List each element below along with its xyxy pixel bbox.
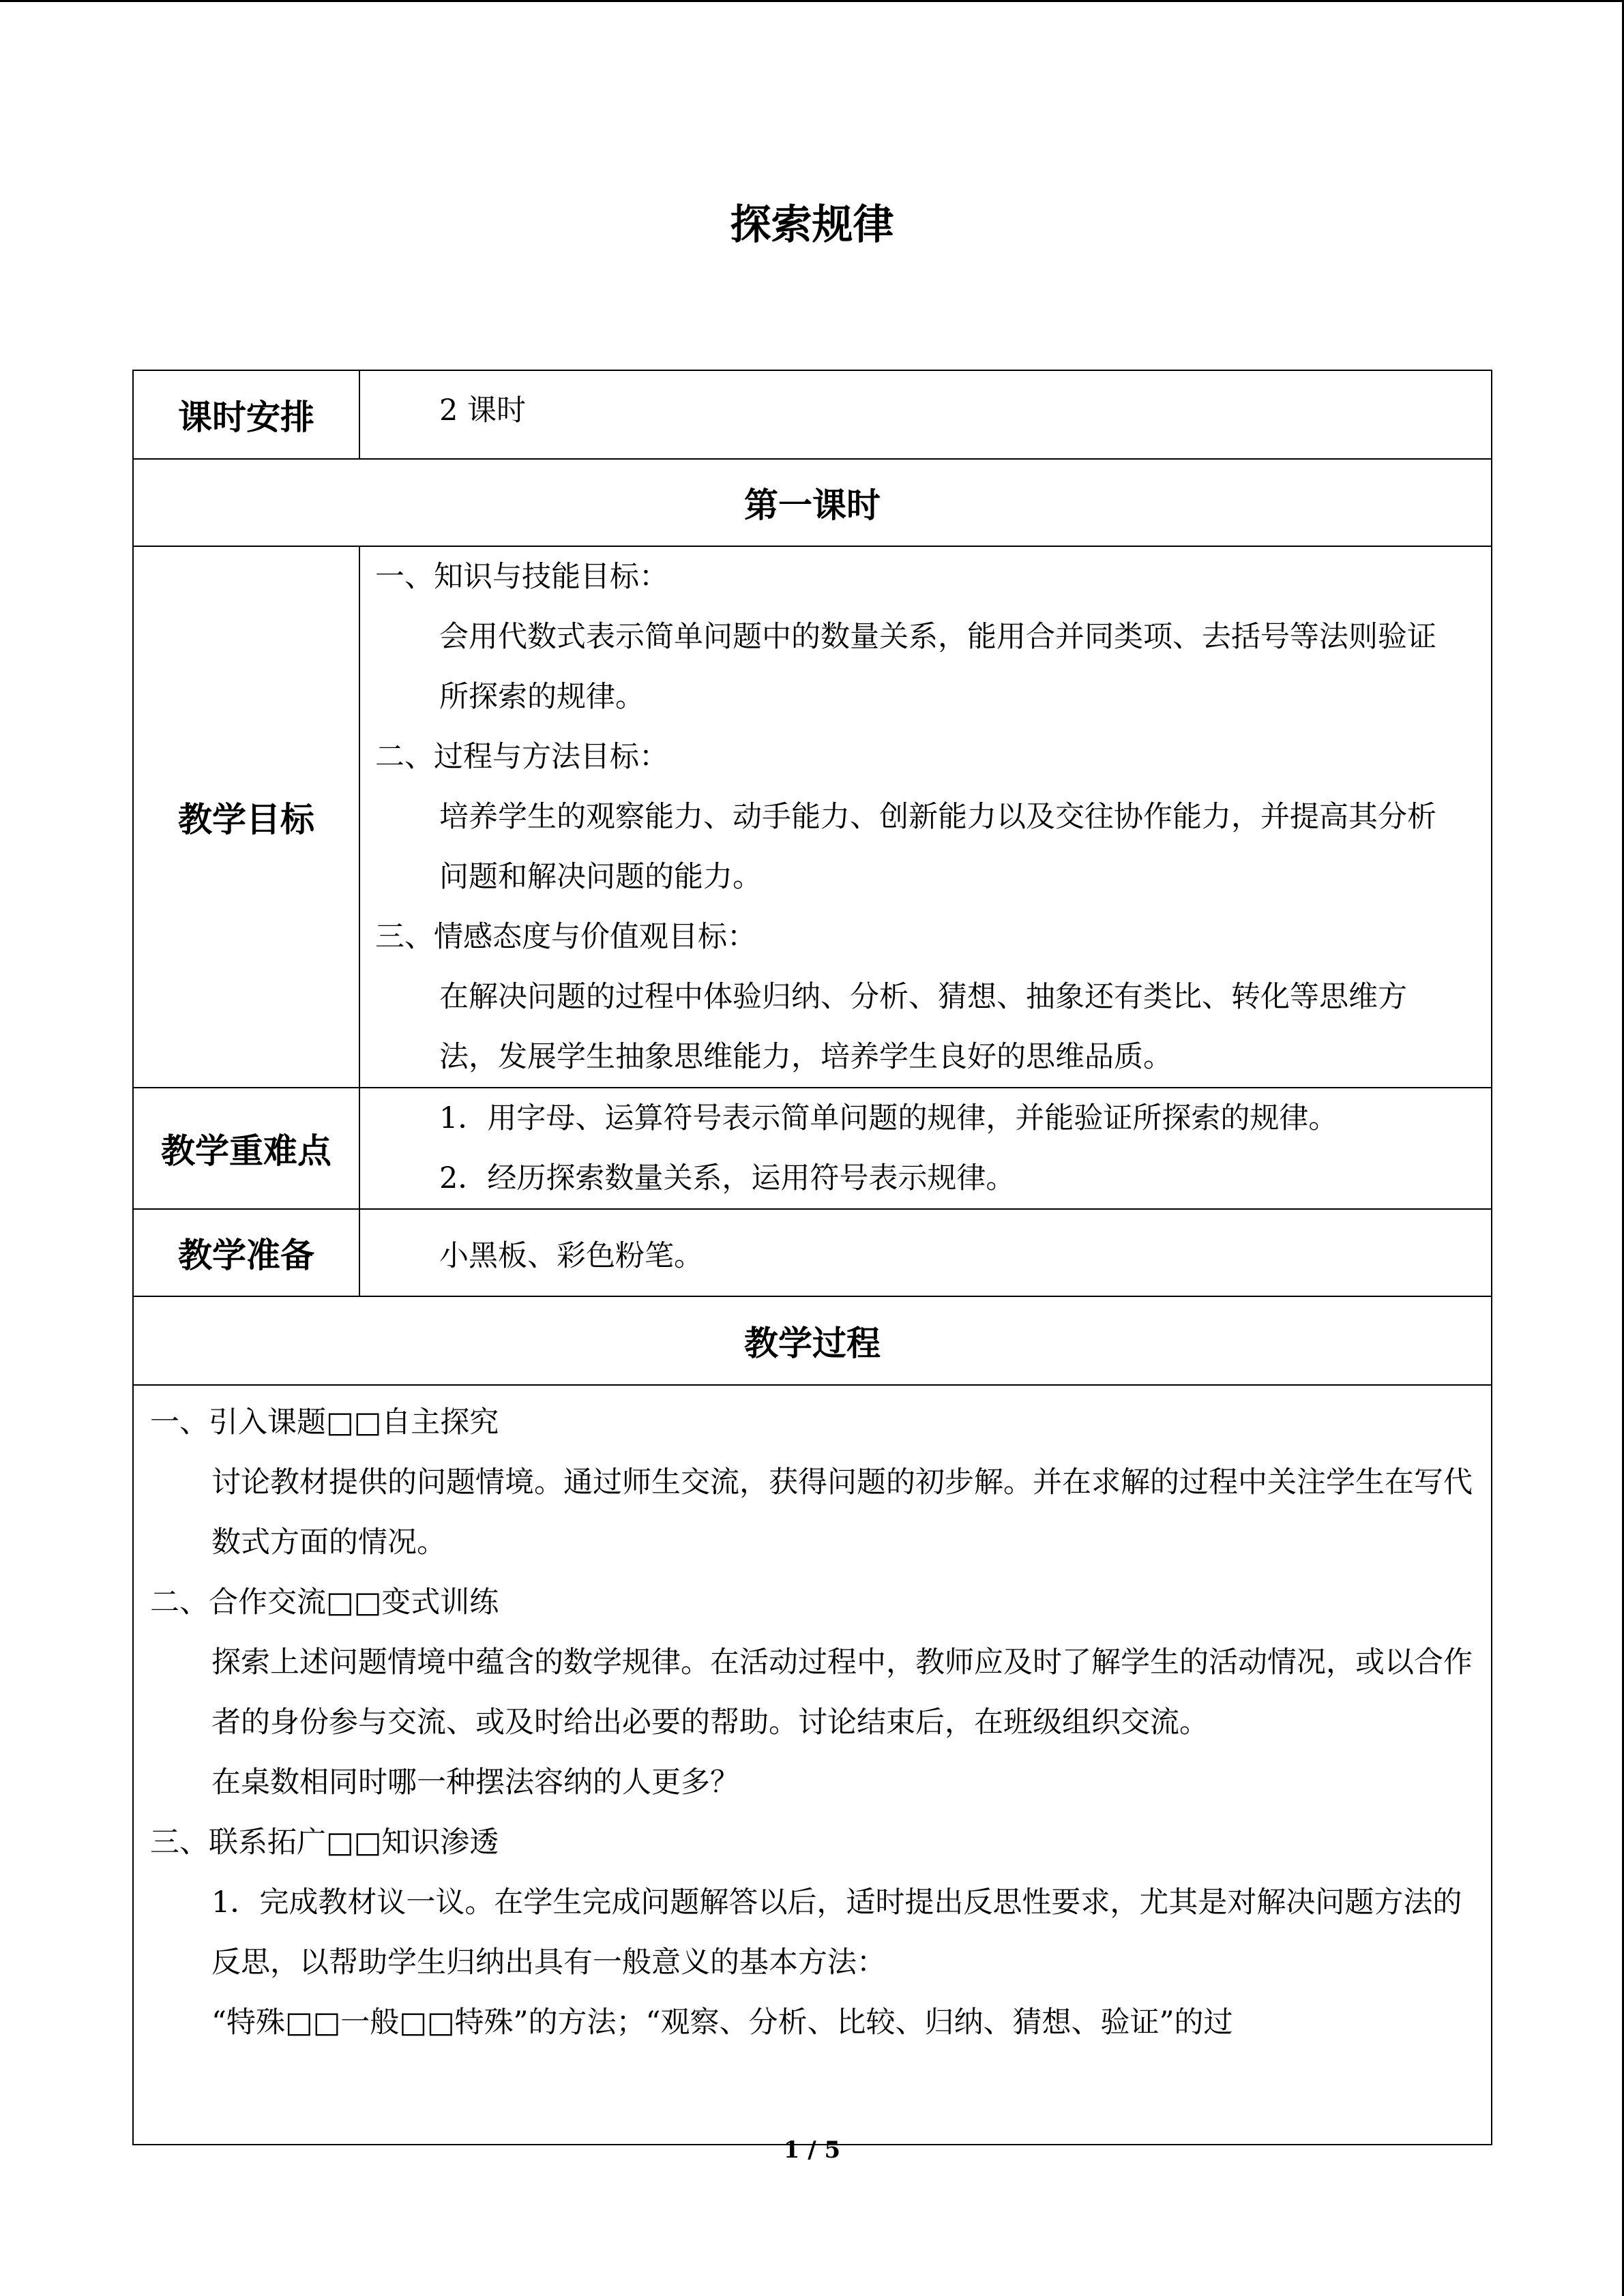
objectives-row — [133, 546, 1492, 1088]
process-step-heading: 一、引入课题□□自主探究 — [150, 1405, 499, 1440]
process-row — [133, 1385, 1492, 2145]
process-paragraph: 1．完成教材议一议。在学生完成问题解答以后，适时提出反思性要求，尤其是对解决问题方法的反思，以帮助学生归纳出具有一般意义的基本方法： — [211, 1885, 1462, 1980]
process-content — [150, 1386, 1475, 2144]
objective-heading-knowledge: 一、知识与技能目标： — [375, 560, 668, 594]
page-top-border — [0, 0, 1624, 2]
document-title: 探索规律 — [730, 201, 894, 249]
process-paragraph: 在桌数相同时哪一种摆法容纳的人更多？ — [211, 1765, 739, 1800]
process-step-heading: 三、联系拓广□□知识渗透 — [150, 1825, 499, 1860]
process-header-row — [133, 1296, 1492, 1385]
objective-heading-process: 二、过程与方法目标： — [375, 740, 668, 774]
key-point-item: 1．用字母、运算符号表示简单问题的规律，并能验证所探索的规律。 — [439, 1101, 1338, 1135]
lesson-plan-table — [132, 370, 1492, 2145]
key-point-item: 2．经历探索数量关系，运用符号表示规律。 — [439, 1161, 1016, 1195]
key-points-cell — [359, 1088, 1492, 1209]
preparation-label: 教学准备 — [133, 1209, 359, 1296]
process-paragraph: 探索上述问题情境中蕴含的数学规律。在活动过程中，教师应及时了解学生的活动情况，或以合作者的身份参与交流、或及时给出必要的帮助。讨论结束后，在班级组织交流。 — [211, 1645, 1473, 1740]
process-header: 教学过程 — [133, 1296, 1492, 1385]
process-cell — [133, 1385, 1492, 2145]
preparation-value: 小黑板、彩色粉笔。 — [439, 1239, 703, 1273]
objectives-label: 教学目标 — [133, 546, 359, 1088]
key-points-label: 教学重难点 — [133, 1088, 359, 1209]
process-step-heading: 二、合作交流□□变式训练 — [150, 1585, 499, 1620]
schedule-cell — [359, 370, 1492, 459]
objective-text-emotion: 在解决问题的过程中体验归纳、分析、猜想、抽象还有类比、转化等思维方法，发展学生抽象思维能力，培养学生良好的思维品质。 — [439, 980, 1407, 1074]
schedule-value: 2 课时 — [439, 393, 527, 428]
preparation-cell — [359, 1209, 1492, 1296]
objective-text-knowledge: 会用代数式表示简单问题中的数量关系，能用合并同类项、去括号等法则验证所探索的规律。 — [439, 620, 1436, 714]
process-paragraph: “特殊□□一般□□特殊”的方法；“观察、分析、比较、归纳、猜想、验证”的过 — [211, 2006, 1233, 2040]
key-points-row — [133, 1088, 1492, 1209]
lesson-header: 第一课时 — [133, 459, 1492, 546]
schedule-row — [133, 370, 1492, 459]
page-number: 1 / 5 — [783, 2136, 841, 2164]
schedule-label: 课时安排 — [133, 370, 359, 459]
lesson-header-row — [133, 459, 1492, 546]
objective-heading-emotion: 三、情感态度与价值观目标： — [375, 920, 756, 954]
objective-text-process: 培养学生的观察能力、动手能力、创新能力以及交往协作能力，并提高其分析问题和解决问题的能力。 — [439, 800, 1436, 894]
objectives-cell — [359, 546, 1492, 1088]
preparation-row — [133, 1209, 1492, 1296]
process-paragraph: 讨论教材提供的问题情境。通过师生交流，获得问题的初步解。并在求解的过程中关注学生在写代数式方面的情况。 — [211, 1465, 1473, 1560]
